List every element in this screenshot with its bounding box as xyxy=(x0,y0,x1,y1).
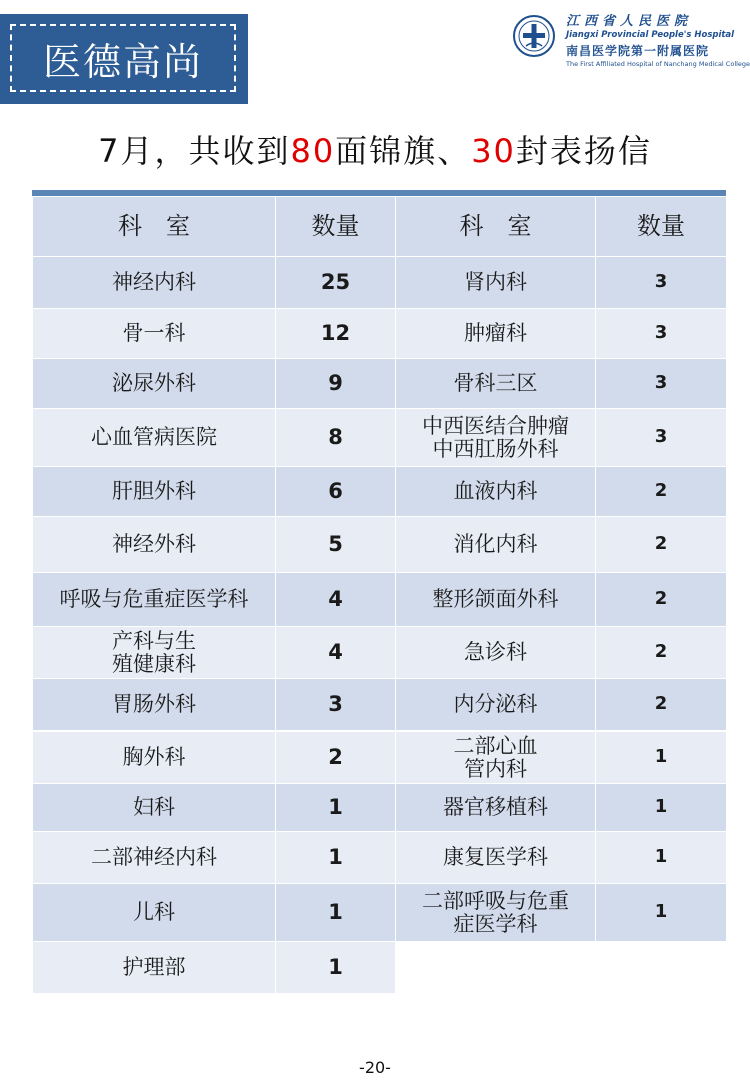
cell-count-left: 6 xyxy=(276,467,396,517)
cell-dept-right: 整形颌面外科 xyxy=(396,573,596,627)
headline-prefix: 7月，共收到 xyxy=(98,132,291,170)
table-row xyxy=(33,409,727,467)
commendation-table-bottom xyxy=(32,731,727,994)
cell-dept-right: 二部呼吸与危重 症医学科 xyxy=(396,884,596,942)
header-count-right: 数量 xyxy=(596,197,727,257)
cell-count-right: 1 xyxy=(596,732,727,784)
cell-count-right: 2 xyxy=(596,627,727,679)
header-count-left: 数量 xyxy=(276,197,396,257)
cell-dept-left: 儿科 xyxy=(33,884,276,942)
logo-en-name: Jiangxi Provincial People's Hospital xyxy=(566,30,735,40)
headline-suffix: 封表扬信 xyxy=(515,132,652,170)
cell-count-right: 1 xyxy=(596,884,727,942)
cell-dept-left: 骨一科 xyxy=(33,309,276,359)
cell-dept-right: 二部心血 管内科 xyxy=(396,732,596,784)
cell-count-right: 1 xyxy=(596,832,727,884)
headline-middle: 面锦旗、 xyxy=(335,132,472,170)
header-dept-right: 科 室 xyxy=(396,197,596,257)
cell-count-left: 4 xyxy=(276,627,396,679)
cell-count-right: 2 xyxy=(596,679,727,731)
cell-dept-left: 妇科 xyxy=(33,784,276,832)
cell-count-left: 1 xyxy=(276,884,396,942)
cell-dept-left: 产科与生 殖健康科 xyxy=(33,627,276,679)
page-headline xyxy=(0,126,750,172)
table-row xyxy=(33,359,727,409)
header-dept-left: 科 室 xyxy=(33,197,276,257)
page-number: -20- xyxy=(359,1058,391,1077)
cell-dept-right: 肿瘤科 xyxy=(396,309,596,359)
cell-count-left: 25 xyxy=(276,257,396,309)
logo-cn-college: 南昌医学院第一附属医院 xyxy=(566,44,710,58)
cell-dept-left: 二部神经内科 xyxy=(33,832,276,884)
cell-count-left: 8 xyxy=(276,409,396,467)
cell-dept-left: 呼吸与危重症医学科 xyxy=(33,573,276,627)
table-row xyxy=(33,309,727,359)
cell-count-left: 12 xyxy=(276,309,396,359)
logo-cn-name: 江西省人民医院 xyxy=(566,14,693,29)
table-row xyxy=(33,942,727,994)
cell-dept-left: 心血管病医院 xyxy=(33,409,276,467)
table-row xyxy=(33,784,727,832)
cell-dept-right: 骨科三区 xyxy=(396,359,596,409)
cell-dept-left: 神经内科 xyxy=(33,257,276,309)
cell-dept-left: 护理部 xyxy=(33,942,276,994)
cell-dept-right: 肾内科 xyxy=(396,257,596,309)
cell-count-right: 2 xyxy=(596,573,727,627)
section-tag-text: 医德高尚 xyxy=(10,24,236,92)
table-row xyxy=(33,467,727,517)
commendation-table-top xyxy=(32,196,727,731)
cell-dept-right: 康复医学科 xyxy=(396,832,596,884)
cell-count-left: 1 xyxy=(276,784,396,832)
headline-letters-count: 30 xyxy=(471,132,516,170)
table-row xyxy=(33,732,727,784)
table-row xyxy=(33,517,727,573)
cell-dept-left: 胃肠外科 xyxy=(33,679,276,731)
hospital-emblem-icon xyxy=(512,14,556,58)
cell-dept-right xyxy=(396,942,596,994)
cell-dept-right: 急诊科 xyxy=(396,627,596,679)
cell-dept-left: 肝胆外科 xyxy=(33,467,276,517)
cell-count-right: 1 xyxy=(596,784,727,832)
table-row xyxy=(33,679,727,731)
logo-en-college: The First Affiliated Hospital of Nanchang Medical College xyxy=(566,60,750,68)
cell-dept-right: 中西医结合肿瘤 中西肛肠外科 xyxy=(396,409,596,467)
cell-count-left: 1 xyxy=(276,832,396,884)
cell-count-left: 5 xyxy=(276,517,396,573)
cell-count-right: 2 xyxy=(596,517,727,573)
cell-count-right: 3 xyxy=(596,309,727,359)
cell-count-right xyxy=(596,942,727,994)
cell-dept-right: 消化内科 xyxy=(396,517,596,573)
table-row xyxy=(33,884,727,942)
cell-dept-right: 血液内科 xyxy=(396,467,596,517)
cell-dept-left: 胸外科 xyxy=(33,732,276,784)
cell-count-left: 4 xyxy=(276,573,396,627)
cell-count-left: 9 xyxy=(276,359,396,409)
hospital-logo xyxy=(512,10,748,66)
cell-count-left: 3 xyxy=(276,679,396,731)
table-header-row xyxy=(33,197,727,257)
cell-count-left: 1 xyxy=(276,942,396,994)
headline-flags-count: 80 xyxy=(290,132,336,170)
cell-count-right: 3 xyxy=(596,409,727,467)
table-row xyxy=(33,573,727,627)
cell-count-right: 3 xyxy=(596,359,727,409)
section-tag xyxy=(0,14,248,104)
table-row xyxy=(33,832,727,884)
cell-dept-left: 泌尿外科 xyxy=(33,359,276,409)
cell-dept-left: 神经外科 xyxy=(33,517,276,573)
cell-count-right: 3 xyxy=(596,257,727,309)
cell-dept-right: 器官移植科 xyxy=(396,784,596,832)
table-row xyxy=(33,257,727,309)
cell-count-left: 2 xyxy=(276,732,396,784)
cell-dept-right: 内分泌科 xyxy=(396,679,596,731)
table-row xyxy=(33,627,727,679)
cell-count-right: 2 xyxy=(596,467,727,517)
